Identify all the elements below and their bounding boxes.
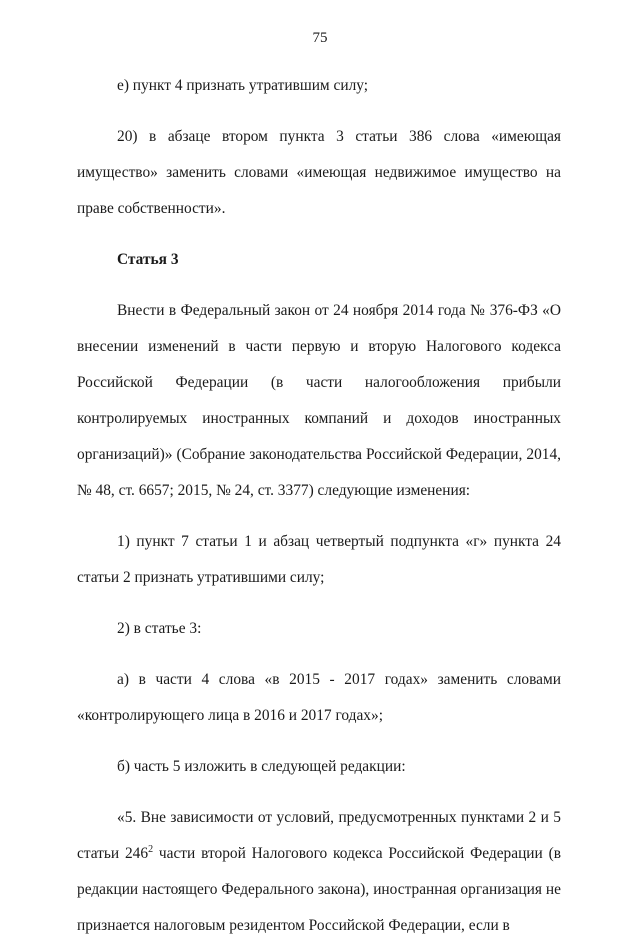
- paragraph-item-2: 2) в статье 3:: [117, 620, 202, 637]
- paragraph-item-e: е) пункт 4 признать утратившим силу;: [117, 77, 369, 94]
- document-body: [77, 68, 561, 944]
- paragraph-article-3-intro: Внести в Федеральный закон от 24 ноября 2014 года № 376-ФЗ «О внесении изменений в части первую и вторую Налогового кодекса Российской Федерации (в части налогообложения прибыли контролируемых иностранных компаний и доходов иностранных организаций)» (Собрание законодательства Российской Федерации, 2014, № 48, ст. 6657; 2015, № 24, ст. 3377) следующие изменения:: [77, 302, 561, 499]
- page-number: 75: [312, 30, 328, 46]
- paragraph-item-b: б) часть 5 изложить в следующей редакции:: [117, 758, 406, 775]
- article-3-heading: Статья 3: [117, 251, 179, 268]
- article-superscript: 2: [148, 844, 154, 855]
- paragraph-part-5-text: [77, 800, 561, 944]
- part-5-text-end: части второй Налогового кодекса Российской Федерации (в редакции настоящего Федерального закона), иностранная организация не признается налоговым резидентом Российской Федерации, если в: [77, 845, 561, 934]
- paragraph-item-1: 1) пункт 7 статьи 1 и абзац четвертый подпункта «г» пункта 24 статьи 2 признать утратившими силу;: [77, 533, 561, 586]
- paragraph-item-a: а) в части 4 слова «в 2015 - 2017 годах» заменить словами «контролирующего лица в 2016 и 2017 годах»;: [77, 671, 561, 724]
- paragraph-item-20: 20) в абзаце втором пункта 3 статьи 386 слова «имеющая имущество» заменить словами «имеющая недвижимое имущество на праве собственности».: [77, 128, 561, 217]
- part-5-text-start: «5. Вне зависимости от условий, предусмотренных пунктами 2 и 5 статьи 246: [77, 809, 561, 862]
